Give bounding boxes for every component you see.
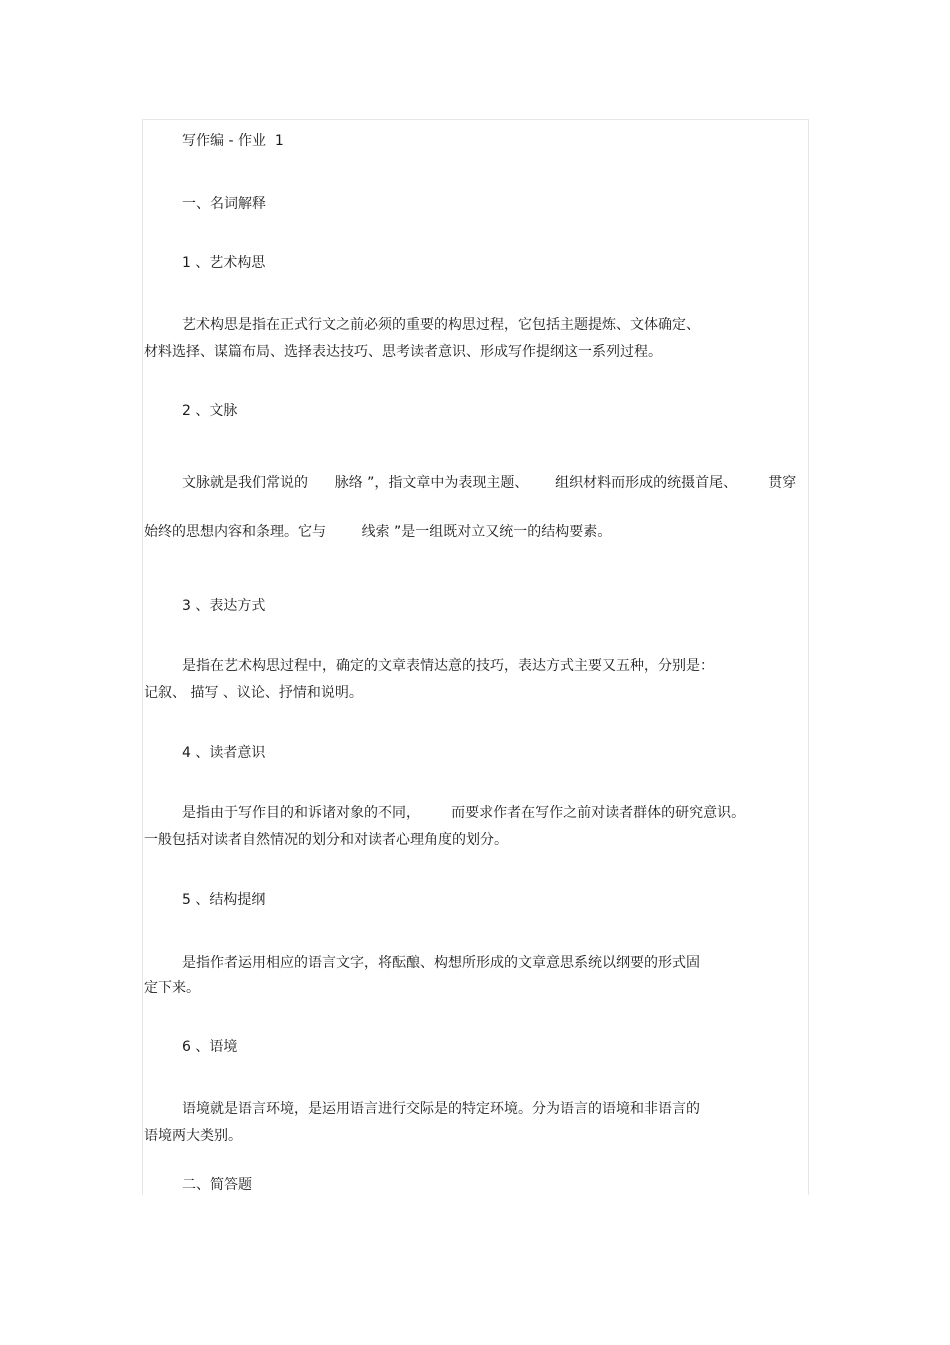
term-heading: 4 、读者意识	[182, 745, 266, 761]
term-text-line: 始终的思想内容和条理。它与 线索 ”是一组既对立又统一的结构要素。	[144, 524, 612, 540]
term-text-line: 语境两大类别。	[144, 1128, 242, 1144]
term-text-line: 一般包括对读者自然情况的划分和对读者心理角度的划分。	[144, 832, 508, 848]
term-text-line: 是指作者运用相应的语言文字，将酝酿、构想所形成的文章意思系统以纲要的形式固	[182, 955, 700, 971]
term-text-line: 是指由于写作目的和诉诸对象的不同， 而要求作者在写作之前对读者群体的研究意识。	[182, 805, 746, 821]
section-heading-definitions: 一、名词解释	[182, 196, 266, 212]
document-title: 写作编 - 作业 1	[182, 133, 284, 149]
term-text-line: 艺术构思是指在正式行文之前必须的重要的构思过程，它包括主题提炼、文体确定、	[182, 317, 700, 333]
section-heading-short-answer: 二、简答题	[182, 1177, 252, 1193]
term-heading: 6 、语境	[182, 1039, 238, 1055]
term-text-line: 材料选择、谋篇布局、选择表达技巧、思考读者意识、形成写作提纲这一系列过程。	[144, 344, 662, 360]
term-heading: 2 、文脉	[182, 403, 238, 419]
term-heading: 5 、结构提纲	[182, 892, 266, 908]
term-text-line: 记叙、 描写 、议论、抒情和说明。	[144, 685, 363, 701]
term-heading: 3 、表达方式	[182, 598, 266, 614]
term-text-line: 定下来。	[144, 980, 200, 996]
term-text-line: 文脉就是我们常说的 脉络 ”，指文章中为表现主题、 组织材料而形成的统摄首尾、 贯穿	[182, 475, 797, 491]
term-heading: 1 、艺术构思	[182, 255, 266, 271]
term-text-line: 语境就是语言环境，是运用语言进行交际是的特定环境。分为语言的语境和非语言的	[182, 1101, 700, 1117]
term-text-line: 是指在艺术构思过程中，确定的文章表情达意的技巧，表达方式主要又五种，分别是：	[182, 658, 714, 674]
